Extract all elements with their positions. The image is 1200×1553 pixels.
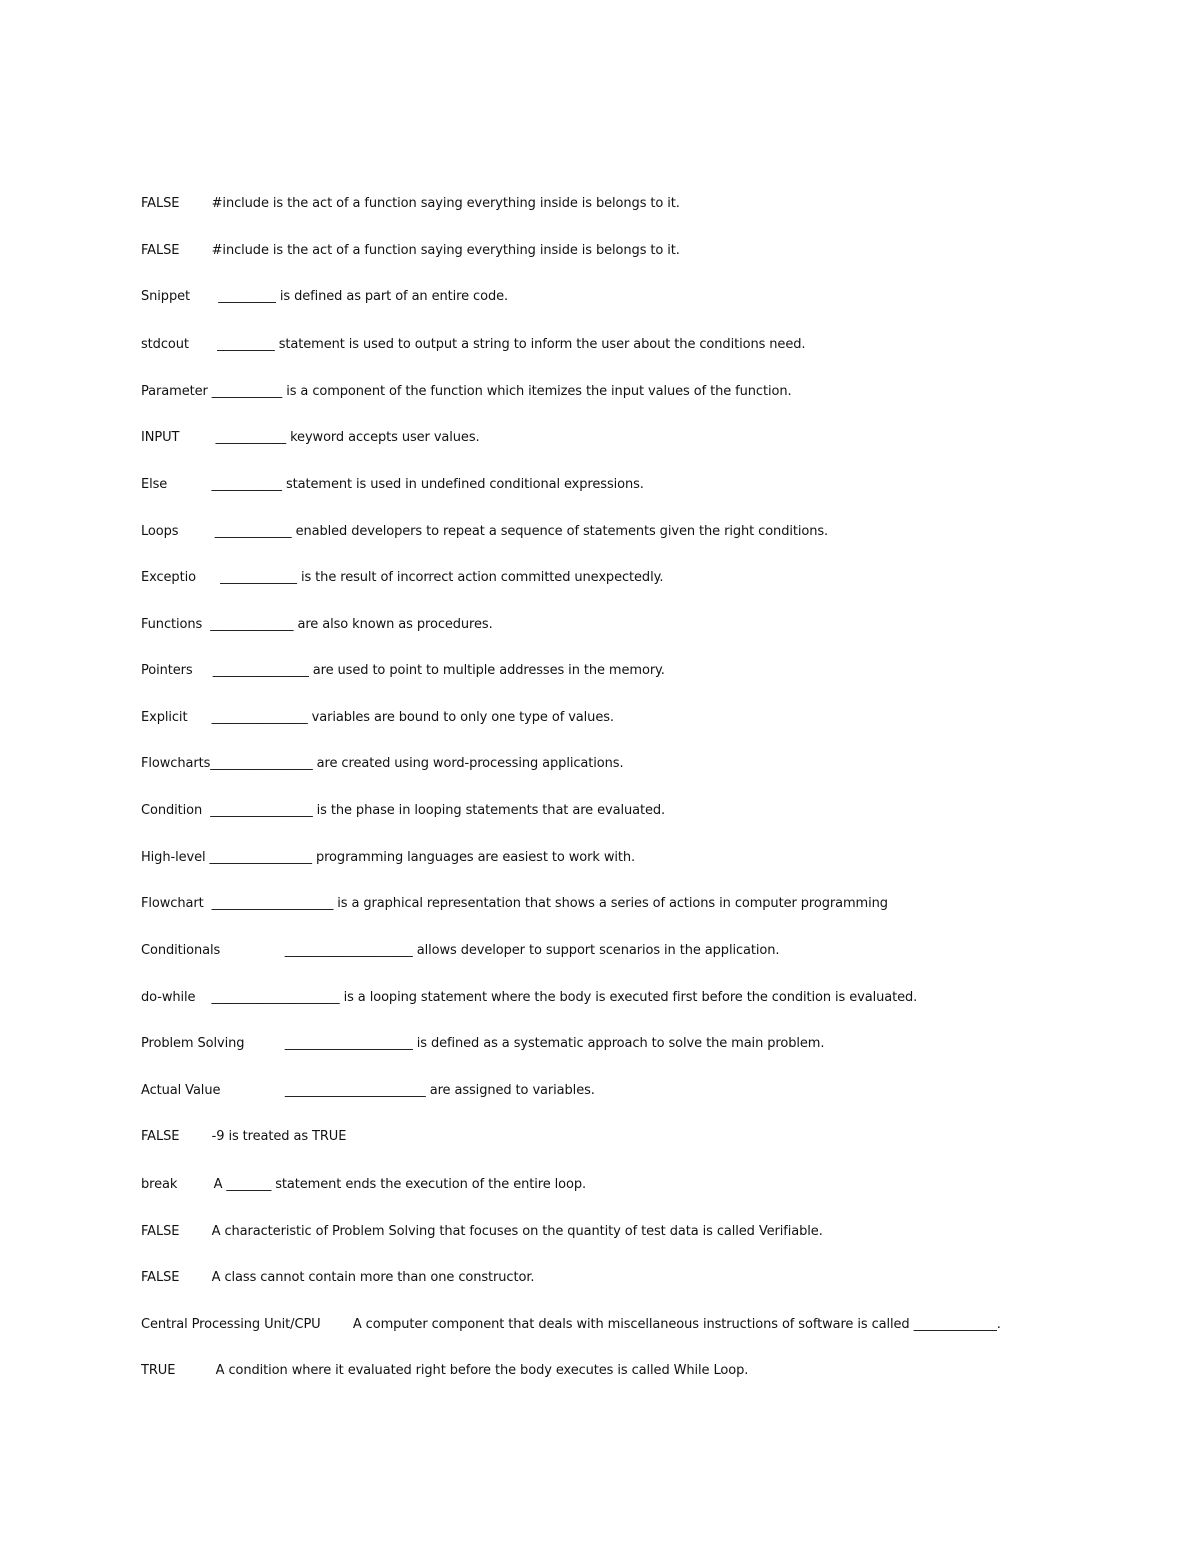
answer-line: Conditionals ____________________ allows developer to support scenarios in the application. [141, 943, 780, 958]
answer-line: break A _______ statement ends the execution of the entire loop. [141, 1177, 587, 1192]
answer-line: FALSE -9 is treated as TRUE [141, 1129, 347, 1144]
answer-line: stdcout _________ statement is used to output a string to inform the user about the conditions need. [141, 337, 806, 352]
answer-line: INPUT ___________ keyword accepts user values. [141, 430, 480, 445]
answer-line: Condition ________________ is the phase in looping statements that are evaluated. [141, 803, 666, 818]
answer-line: Parameter ___________ is a component of the function which itemizes the input values of the function. [141, 384, 792, 399]
answer-line: Loops ____________ enabled developers to repeat a sequence of statements given the right conditions. [141, 524, 829, 539]
answer-line: do-while ____________________ is a looping statement where the body is executed first before the condition is evaluated. [141, 990, 918, 1005]
answer-line: FALSE #include is the act of a function saying everything inside is belongs to it. [141, 243, 680, 258]
answer-line: Else ___________ statement is used in undefined conditional expressions. [141, 477, 644, 492]
answer-line: Snippet _________ is defined as part of an entire code. [141, 289, 509, 304]
answer-line: Flowchart ___________________ is a graphical representation that shows a series of actions in computer programming [141, 896, 888, 911]
answer-line: Problem Solving ____________________ is defined as a systematic approach to solve the main problem. [141, 1036, 825, 1051]
answer-line: FALSE A class cannot contain more than one constructor. [141, 1270, 535, 1285]
answer-line: Pointers _______________ are used to point to multiple addresses in the memory. [141, 663, 665, 678]
answer-line: Exceptio ____________ is the result of incorrect action committed unexpectedly. [141, 570, 664, 585]
answer-line: TRUE A condition where it evaluated right before the body executes is called While Loop. [141, 1363, 749, 1378]
answer-line: Actual Value ______________________ are assigned to variables. [141, 1083, 595, 1098]
answer-line: FALSE #include is the act of a function saying everything inside is belongs to it. [141, 196, 680, 211]
answer-line: Central Processing Unit/CPU A computer component that deals with miscellaneous instructions of software is called _____________. [141, 1317, 1001, 1332]
answer-line: FALSE A characteristic of Problem Solving that focuses on the quantity of test data is called Verifiable. [141, 1224, 823, 1239]
answer-line: High-level ________________ programming languages are easiest to work with. [141, 850, 636, 865]
answer-line: Explicit _______________ variables are bound to only one type of values. [141, 710, 614, 725]
answer-line: Functions _____________ are also known as procedures. [141, 617, 493, 632]
answer-line: Flowcharts________________ are created using word-processing applications. [141, 756, 624, 771]
